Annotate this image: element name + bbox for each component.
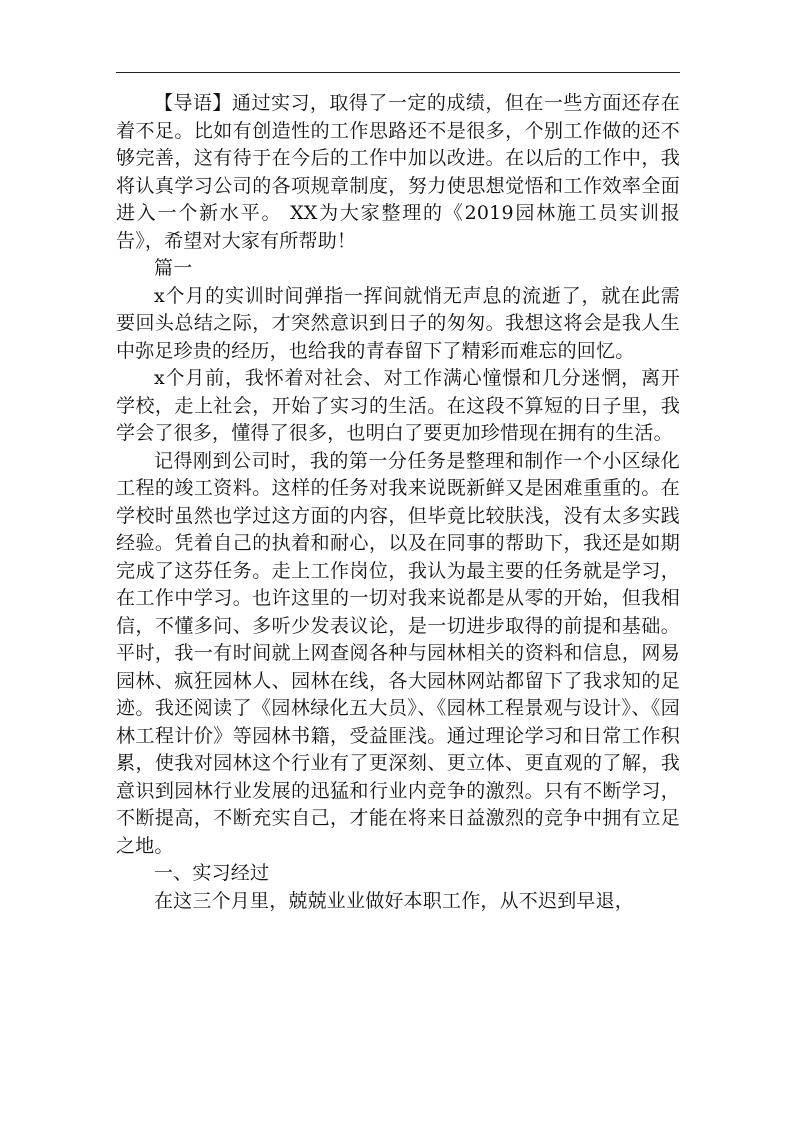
section-heading-internship-process: 一、实习经过 <box>154 862 270 884</box>
body-paragraph: 记得刚到公司时，我的第一分任务是整理和制作一个小区绿化工程的竣工资料。这样的任务对我来说既新鲜又是困难重重的。在学校时虽然也学过这方面的内容，但毕竟比较肤浅，没有太多实践经验。凭着自己的执着和耐心，以及在同事的帮助下，我还是如期完成了这芬任务。走上工作岗位，我认为最主要的任务就是学习，在工作中学习。也许这里的一切对我来说都是从零的开始，但我相信，不懂多问、多听少发表议论，是一切进步取得的前提和基础。平时，我一有时间就上网查阅各种与园林相关的资料和信息，网易园林、疯狂园林人、园林在线，各大园林网站都留下了我求知的足迹。我还阅读了《园林绿化五大员》、《园林工程景观与设计》、《园林工程计价》等园林书籍，受益匪浅。通过理论学习和日常工作积累，使我对园林这个行业有了更深刻、更立体、更直观的了解，我意识到园林行业发展的迅猛和行业内竞争的激烈。只有不断学习，不断提高，不断充实自己，才能在将来日益激烈的竞争中拥有立足之地。 <box>116 449 680 857</box>
document-body <box>116 90 680 915</box>
header-rule <box>116 72 680 73</box>
body-paragraph: 在这三个月里，兢兢业业做好本职工作，从不迟到早退， <box>154 889 635 912</box>
section-title-part-one: 篇一 <box>154 257 193 279</box>
body-paragraph: x个月前，我怀着对社会、对工作满心憧憬和几分迷惘，离开学校，走上社会，开始了实习的生活。在这段不算短的日子里，我学会了很多，懂得了很多，也明白了要更加珍惜现在拥有的生活。 <box>116 367 680 444</box>
intro-paragraph: 【导语】通过实习，取得了一定的成绩，但在一些方面还存在着不足。比如有创造性的工作思路还不是很多，个别工作做的还不够完善，这有待于在今后的工作中加以改进。在以后的工作中，我将认真学习公司的各项规章制度，努力使思想觉悟和工作效率全面进入一个新水平。 XX为大家整理的《2019园林施工员实训报告》，希望对大家有所帮助！ <box>116 92 680 252</box>
body-paragraph: x个月的实训时间弹指一挥间就悄无声息的流逝了，就在此需要回头总结之际，才突然意识到日子的匆匆。我想这将会是我人生中弥足珍贵的经历，也给我的青春留下了精彩而难忘的回忆。 <box>116 284 680 362</box>
